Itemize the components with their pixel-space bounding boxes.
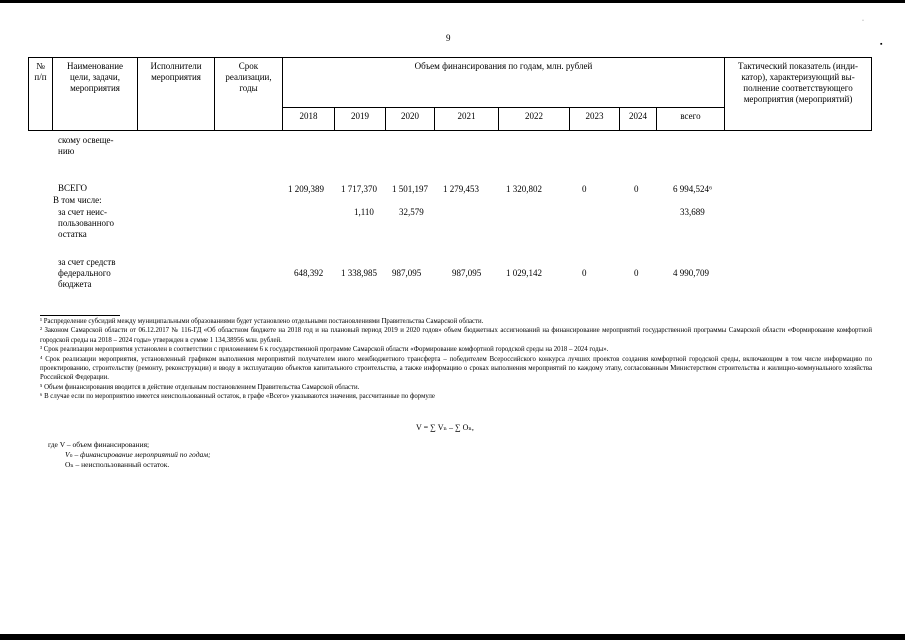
bottom-border <box>0 634 905 640</box>
scan-mark: · <box>862 18 864 24</box>
year-2018: 2018 <box>283 107 335 130</box>
unused-label: за счет неис- пользованного остатка <box>58 207 115 239</box>
including-label: В том числе: <box>53 195 102 205</box>
financing-table-header <box>28 57 872 131</box>
total-label: ВСЕГО <box>58 183 87 193</box>
year-2023: 2023 <box>570 107 620 130</box>
year-2019: 2019 <box>335 107 386 130</box>
federal-2018: 648,392 <box>294 268 324 278</box>
federal-2021: 987,095 <box>452 268 482 278</box>
total-2024: 0 <box>634 184 639 194</box>
total-2018: 1 209,389 <box>288 184 324 194</box>
header-indicator: Тактический показатель (инди- катор), характеризующий вы- полнение соответствующего мероприятия (мероприятий) <box>725 58 872 131</box>
year-2020: 2020 <box>386 107 435 130</box>
top-border <box>0 0 905 3</box>
footnote-6: ⁶ В случае если по мероприятию имеется неиспользованный остаток, в графе «Всего» указываются значения, рассчитанные по формуле <box>40 393 435 401</box>
year-2024: 2024 <box>620 107 657 130</box>
federal-2022: 1 029,142 <box>506 268 542 278</box>
where-line-1: где V – объем финансирования; <box>48 440 150 449</box>
continued-row-text: скому освеще- нию <box>58 135 114 156</box>
page-number: 9 <box>446 33 451 43</box>
total-2019: 1 717,370 <box>341 184 377 194</box>
unused-total: 33,689 <box>680 207 705 217</box>
footnote-2: ² Законом Самарской области от 06.12.2017 № 116-ГД «Об областном бюджете на 2018 год и на плановый период 2019 и 2020 годов» объем бюджетных ассигнований на финансирование мероприятий государственной программы Самарской области «Формирование комфортной городской среды на 2018 – 2024 годы» утвержден в сумме 1 134,38956 млн. рублей. <box>40 327 872 344</box>
total-2022: 1 320,802 <box>506 184 542 194</box>
header-number: № п/п <box>29 58 53 131</box>
unused-2019: 1,110 <box>354 207 374 217</box>
footnote-1: ¹ Распределение субсидий между муниципальными образованиями будет установлено отдельными постановлениями Правительства Самарской области. <box>40 318 484 325</box>
total-all: 6 994,524⁶ <box>673 184 713 194</box>
footnote-separator <box>40 315 120 316</box>
header-name: Наименование цели, задачи, мероприятия <box>53 58 138 131</box>
total-2023: 0 <box>582 184 587 194</box>
federal-2024: 0 <box>634 268 639 278</box>
header-volume: Объем финансирования по годам, млн. рублей <box>283 58 725 108</box>
federal-2019: 1 338,985 <box>341 268 377 278</box>
federal-total: 4 990,709 <box>673 268 709 278</box>
footnotes <box>40 317 872 402</box>
total-2020: 1 501,197 <box>392 184 428 194</box>
federal-label: за счет средств федерального бюджета <box>58 257 116 289</box>
header-executor: Исполнители мероприятия <box>138 58 215 131</box>
year-2021: 2021 <box>435 107 499 130</box>
year-2022: 2022 <box>499 107 570 130</box>
federal-2023: 0 <box>582 268 587 278</box>
footnote-4: ⁴ Срок реализации мероприятия, установленный графиком выполнения мероприятий получателем иного межбюджетного трансферта – победителем Всероссийского конкурса лучших проектов создания комфортной городской среды, включающим в том числе информацию по проектированию, строительству (ремонту, реконструкции) и вводу в эксплуатацию объектов капитального строительства, а также информацию о сроках выполнения мероприятий по каждому этапу, согласованным Министерством строительства и жилищно-коммунального хозяйства Российской Федерации. <box>40 355 872 382</box>
where-line-3: Oₙ – неиспользованный остаток. <box>65 460 170 469</box>
footnote-5: ⁵ Объем финансирования вводится в действие отдельным постановлением Правительства Самарской области. <box>40 383 360 391</box>
where-line-2: Vₙ – финансирование мероприятий по годам; <box>65 450 211 459</box>
federal-2020: 987,095 <box>392 268 422 278</box>
formula: V = ∑ Vₙ – ∑ Oₙ, <box>416 423 474 432</box>
header-term: Срок реализации, годы <box>215 58 283 131</box>
total-2021: 1 279,453 <box>443 184 479 194</box>
year-total: всего <box>657 107 725 130</box>
footnote-3: ³ Срок реализации мероприятия установлен в соответствии с приложением 6 к государственной программе Самарской области «Формирование комфортной городской среды на 2018 – 2024 годы». <box>40 346 609 354</box>
unused-2020: 32,579 <box>399 207 424 217</box>
scan-mark: ▪ <box>880 40 883 48</box>
